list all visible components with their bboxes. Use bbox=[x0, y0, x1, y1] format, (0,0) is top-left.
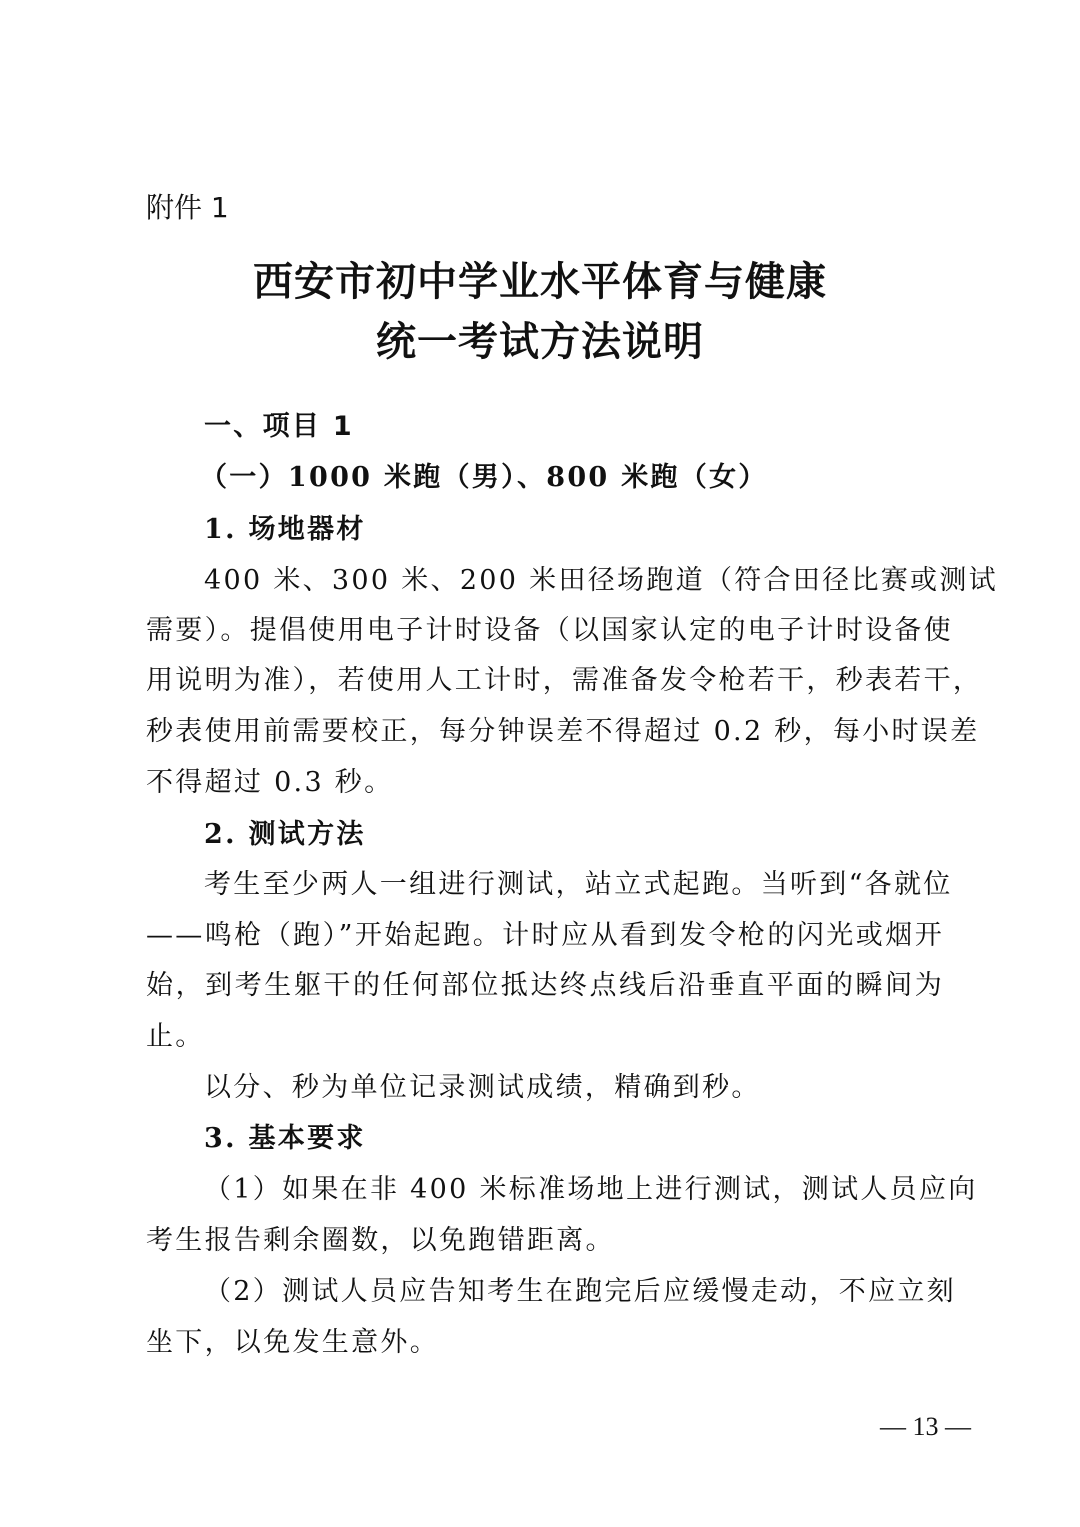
paragraph-line: ——鸣枪（跑）”开始起跑。计时应从看到发令枪的闪光或烟开 bbox=[146, 920, 944, 951]
paragraph-line: 考生至少两人一组进行测试，站立式起跑。当听到“各就位 bbox=[204, 869, 953, 900]
section-heading: 一、项目 1 bbox=[204, 411, 354, 442]
paragraph-line: 止。 bbox=[146, 1021, 205, 1052]
paragraph-line: （1）如果在非 400 米标准场地上进行测试，测试人员应向 bbox=[204, 1174, 978, 1205]
document-title-line-2: 统一考试方法说明 bbox=[376, 318, 704, 365]
paragraph-line: 始，到考生躯干的任何部位抵达终点线后沿垂直平面的瞬间为 bbox=[146, 970, 944, 1001]
part-heading-equipment: 1. 场地器材 bbox=[204, 514, 366, 545]
part-heading-method: 2. 测试方法 bbox=[204, 819, 366, 850]
paragraph-line: 考生报告剩余圈数，以免跑错距离。 bbox=[146, 1225, 615, 1256]
paragraph-line: 400 米、300 米、200 米田径场跑道（符合田径比赛或测试 bbox=[204, 565, 998, 596]
paragraph-line: 用说明为准），若使用人工计时，需准备发令枪若干，秒表若干， bbox=[146, 665, 983, 696]
document-title-line-1: 西安市初中学业水平体育与健康 bbox=[253, 258, 827, 305]
paragraph-line: 秒表使用前需要校正，每分钟误差不得超过 0.2 秒，每小时误差 bbox=[146, 716, 980, 747]
paragraph-line: 不得超过 0.3 秒。 bbox=[146, 767, 394, 798]
paragraph-line: 以分、秒为单位记录测试成绩，精确到秒。 bbox=[204, 1072, 761, 1103]
subsection-heading: （一）1000 米跑（男）、800 米跑（女） bbox=[200, 462, 768, 493]
part-heading-requirements: 3. 基本要求 bbox=[204, 1123, 366, 1154]
paragraph-line: 需要）。提倡使用电子计时设备（以国家认定的电子计时设备使 bbox=[146, 615, 953, 646]
paragraph-line: 坐下，以免发生意外。 bbox=[146, 1327, 439, 1358]
page-number: — 13 — bbox=[880, 1412, 971, 1441]
paragraph-line: （2）测试人员应告知考生在跑完后应缓慢走动，不应立刻 bbox=[204, 1276, 956, 1307]
attachment-label: 附件 1 bbox=[146, 191, 229, 224]
